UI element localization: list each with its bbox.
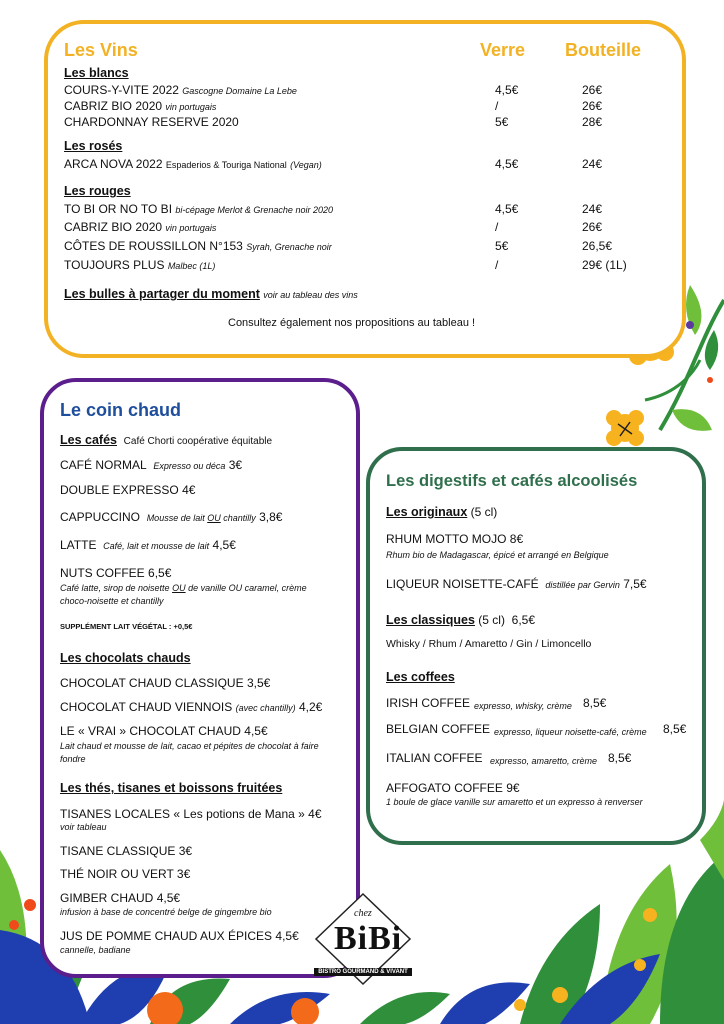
bottle-price: 26€: [582, 83, 603, 97]
flower-icon: [606, 410, 644, 446]
item-description: 1 boule de glace vanille sur amaretto et un expresso à renverser: [386, 797, 643, 807]
originaux-heading-row: Les originaux (5 cl): [386, 505, 498, 519]
column-bottle: Bouteille: [565, 40, 642, 60]
bottle-price: 28€: [582, 115, 603, 129]
supplement-note: SUPPLÉMENT LAIT VÉGÉTAL : +0,5€: [60, 622, 193, 631]
section-blancs: Les blancs: [64, 66, 129, 80]
hot-drinks-title: Le coin chaud: [60, 400, 182, 420]
menu-item: BELGIAN COFFEE: [386, 722, 491, 736]
wine-row: TOUJOURS PLUS Malbec (1L): [64, 258, 216, 272]
menu-item: JUS DE POMME CHAUD AUX ÉPICES 4,5€: [60, 929, 299, 943]
wine-row: CABRIZ BIO 2020 vin portugais: [64, 99, 217, 113]
wine-title: Les Vins: [64, 40, 138, 60]
logo: [312, 892, 414, 986]
item-note: expresso, liqueur noisette-café, crème: [494, 727, 647, 737]
item-description: cannelle, badiane: [60, 945, 131, 955]
section-roses: Les rosés: [64, 139, 123, 153]
section-thes: Les thés, tisanes et boissons fruitées: [60, 781, 283, 795]
item-description: voir tableau: [60, 822, 107, 832]
item-description: Lait chaud et mousse de lait, cacao et pépites de chocolat à faire fondre: [60, 741, 319, 764]
menu-item: IRISH COFFEE: [386, 696, 471, 710]
section-rouges: Les rouges: [64, 184, 131, 198]
menu-item: RHUM MOTTO MOJO 8€: [386, 532, 524, 546]
menu-item: THÉ NOIR OU VERT 3€: [60, 867, 191, 881]
logo-chez: chez: [354, 908, 372, 919]
item-price: 8,5€: [608, 751, 632, 765]
bottle-price: 24€: [582, 202, 603, 216]
menu-item: AFFOGATO COFFEE 9€: [386, 781, 520, 795]
wine-row: ARCA NOVA 2022 Espaderios & Touriga National (Vegan): [64, 157, 322, 171]
menu-item: DOUBLE EXPRESSO 4€: [60, 483, 196, 497]
cafes-heading-row: Les cafés Café Chorti coopérative équitable: [60, 433, 273, 447]
glass-price: 5€: [495, 239, 509, 253]
logo-name: BiBi: [334, 920, 403, 957]
menu-item: NUTS COFFEE 6,5€: [60, 566, 172, 580]
wine-row: COURS-Y-VITE 2022 Gascogne Domaine La Lebe: [64, 83, 297, 97]
bottle-price: 24€: [582, 157, 603, 171]
wine-row: CABRIZ BIO 2020 vin portugais: [64, 220, 217, 234]
item-note: expresso, amaretto, crème: [490, 756, 598, 766]
classiques-list: Whisky / Rhum / Amaretto / Gin / Limoncello: [386, 638, 592, 650]
wine-footer: Consultez également nos propositions au tableau !: [228, 317, 476, 329]
menu-item: LE « VRAI » CHOCOLAT CHAUD 4,5€: [60, 724, 268, 738]
logo-tagline: BISTRO GOURMAND & VIVANT: [314, 968, 412, 976]
bottle-price: 26€: [582, 99, 603, 113]
section-coffees: Les coffees: [386, 670, 455, 684]
wine-row: CHARDONNAY RESERVE 2020: [64, 115, 239, 129]
menu-item: CHOCOLAT CHAUD CLASSIQUE 3,5€: [60, 676, 271, 690]
bottle-price: 29€ (1L): [582, 258, 627, 272]
item-description: Rhum bio de Madagascar, épicé et arrangé en Belgique: [386, 550, 609, 560]
glass-price: 4,5€: [495, 202, 519, 216]
menu-item: LIQUEUR NOISETTE-CAFÉ distillée par Gervin 7,5€: [386, 577, 647, 591]
item-price: 8,5€: [583, 696, 607, 710]
classiques-heading-row: Les classiques (5 cl) 6,5€: [386, 613, 535, 627]
item-description: Café latte, sirop de noisette OU de vanille OU caramel, crème choco-noisette et chantilly: [60, 583, 307, 606]
item-price: 8,5€: [663, 722, 687, 736]
menu-item: ITALIAN COFFEE: [386, 751, 483, 765]
glass-price: 4,5€: [495, 157, 519, 171]
item-description: infusion à base de concentré belge de gingembre bio: [60, 907, 272, 917]
menu-item: CHOCOLAT CHAUD VIENNOIS (avec chantilly) 4,2€: [60, 700, 323, 714]
column-glass: Verre: [480, 40, 526, 60]
wine-row: TO BI OR NO TO BI bi-cépage Merlot & Grenache noir 2020: [64, 202, 333, 216]
bulles-row: Les bulles à partager du moment voir au tableau des vins: [64, 287, 358, 301]
menu-item: CAFÉ NORMAL Expresso ou déca 3€: [60, 458, 243, 472]
glass-price: 5€: [495, 115, 509, 129]
menu-item: LATTE Café, lait et mousse de lait 4,5€: [60, 538, 236, 552]
bottle-price: 26€: [582, 220, 603, 234]
section-chocolats: Les chocolats chauds: [60, 651, 191, 665]
wine-row: CÔTES DE ROUSSILLON N°153 Syrah, Grenache noir: [64, 239, 332, 253]
item-note: expresso, whisky, crème: [474, 701, 572, 711]
glass-price: 4,5€: [495, 83, 519, 97]
glass-price: /: [495, 258, 499, 272]
menu-item: TISANE CLASSIQUE 3€: [60, 844, 193, 858]
menu-item: TISANES LOCALES « Les potions de Mana » 4€: [60, 807, 322, 821]
bottle-price: 26,5€: [582, 239, 613, 253]
glass-price: /: [495, 220, 499, 234]
glass-price: /: [495, 99, 499, 113]
digestifs-title: Les digestifs et cafés alcoolisés: [386, 472, 638, 490]
menu-item: CAPPUCCINO Mousse de lait OU chantilly 3,8€: [60, 510, 283, 524]
wine-panel: [44, 20, 686, 358]
menu-item: GIMBER CHAUD 4,5€: [60, 891, 181, 905]
